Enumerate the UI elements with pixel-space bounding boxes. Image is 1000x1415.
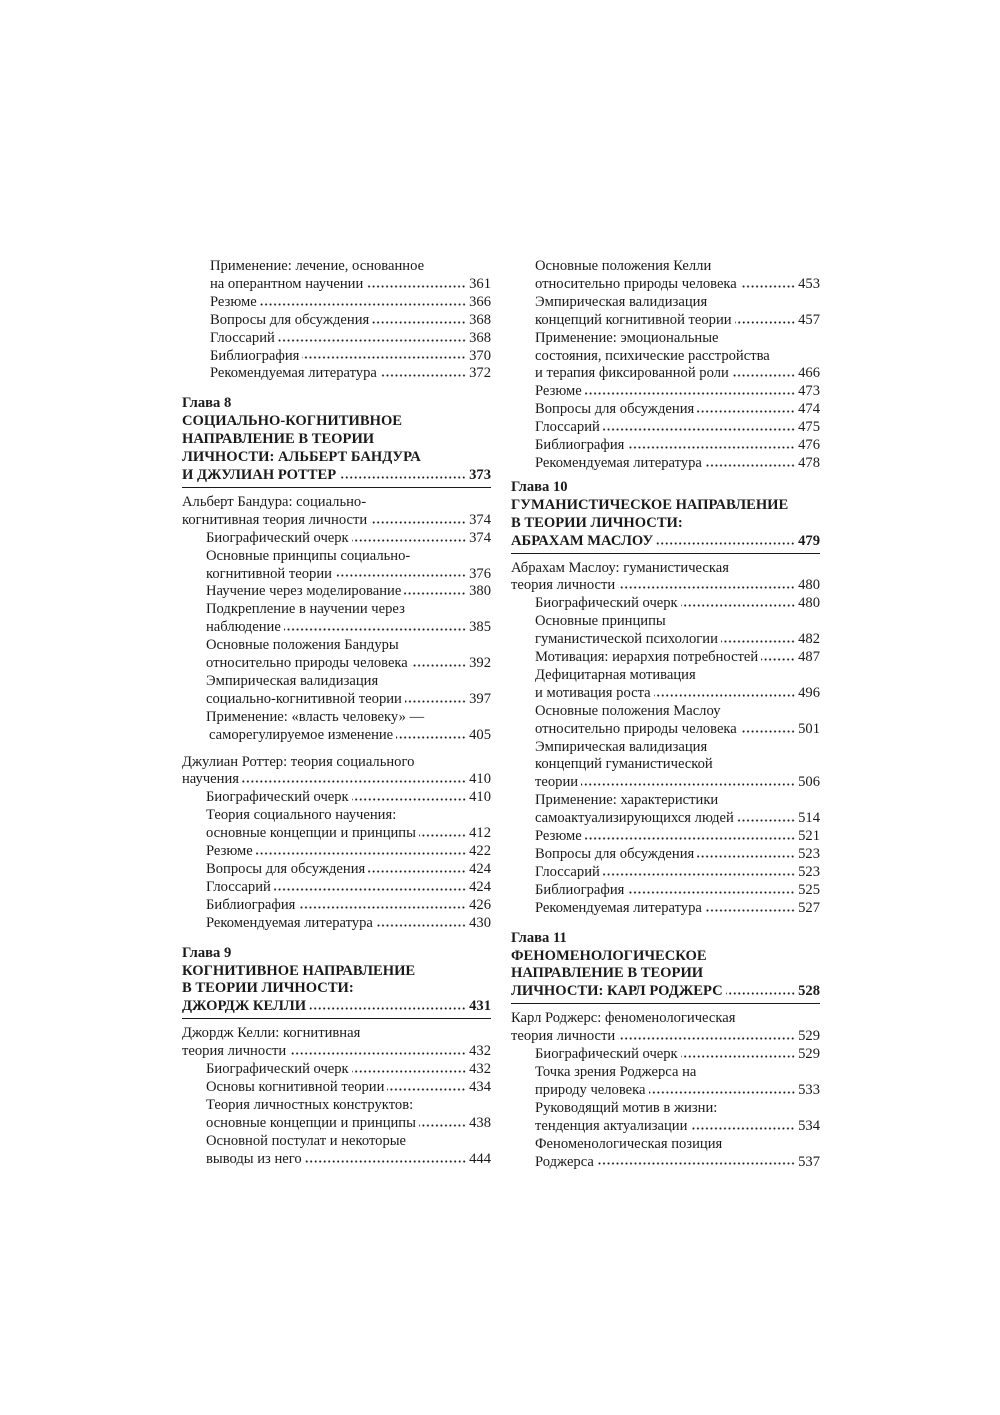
toc-entry-page: 424 [469,878,491,895]
toc-entry-line: состояния, психические расстройства [535,347,770,364]
toc-entry-line: Абрахам Маслоу: гуманистическая [511,559,729,576]
toc-left-column [182,258,491,1169]
toc-entry-title: социально-когнитивной теории [206,690,402,707]
dot-leader [627,890,795,895]
dot-leader [284,627,466,632]
chapter-page: 528 [798,983,820,1000]
toc-entry[interactable] [210,258,491,294]
toc-entry-line: Теория социального научения: [206,807,397,824]
toc-entry-title: выводы из него [206,1150,302,1167]
toc-entry-title: теория личности [182,1043,287,1060]
toc-entry-title: относительно природы человека [535,720,737,737]
toc-entry-line: Основные принципы социально- [206,547,411,564]
toc-entry-line: Джордж Келли: когнитивная [182,1025,361,1042]
toc-entry[interactable] [535,703,820,739]
toc-entry-page: 372 [469,365,491,382]
kelly-subsections [182,1061,491,1168]
dot-leader [352,797,466,802]
toc-entry-title: природу человека [535,1081,646,1098]
toc-entry-page: 376 [469,565,491,582]
toc-entry[interactable] [206,583,491,601]
chapter-title-line: НАПРАВЛЕНИЕ В ТЕОРИИ [182,431,375,448]
toc-entry-line: Основные принципы [535,613,666,630]
chapter-title-line: И ДЖУЛИАН РОТТЕР [182,466,337,483]
toc-entry-page: 374 [469,529,491,546]
toc-entry-page: 444 [469,1150,491,1167]
chapter-11 [511,930,820,1172]
toc-entry[interactable] [535,401,820,419]
toc-entry-title: Биографический очерк [535,595,678,612]
toc-entry-title: самоактуализирующихся людей [535,810,734,827]
toc-entry-line: Руководящий мотив в жизни: [535,1099,718,1116]
toc-entry[interactable] [535,739,820,793]
toc-entry-page: 506 [798,774,820,791]
dot-leader [740,284,795,289]
dot-leader [735,320,796,325]
toc-entry-page: 534 [798,1117,820,1134]
toc-entry[interactable] [206,861,491,879]
toc-entry[interactable] [535,258,820,294]
toc-entry[interactable] [206,1133,491,1169]
chapter-title-line: ЛИЧНОСТИ: КАРЛ РОДЖЕРС [511,983,723,1000]
toc-entry-title: Глоссарий [535,863,600,880]
toc-entry-title: Рекомендуемая литература [535,899,702,916]
toc-entry[interactable] [210,330,491,348]
toc-entry-line: Джулиан Роттер: теория социального [182,753,415,770]
dot-leader [352,1069,466,1074]
toc-entry-title: Резюме [535,828,582,845]
toc-entry-page: 432 [469,1061,491,1078]
toc-entry-page: 466 [798,365,820,382]
dot-leader [581,782,795,787]
dot-leader [396,735,466,740]
toc-entry[interactable] [535,882,820,900]
toc-entry-page: 457 [798,311,820,328]
chapter-title-line: АБРАХАМ МАСЛОУ [511,532,654,549]
toc-entry[interactable] [206,843,491,861]
dot-leader [681,1054,795,1059]
toc-entry[interactable] [206,709,491,745]
chapter-heading[interactable] [511,948,820,1005]
toc-entry-page: 525 [798,881,820,898]
toc-entry-page: 426 [469,896,491,913]
dot-leader [372,320,466,325]
toc-entry[interactable] [210,365,491,383]
chapter-heading[interactable] [182,413,491,488]
toc-entry-title: и терапия фиксированной роли [535,365,729,382]
toc-entry-line: Феноменологическая позиция [535,1135,723,1152]
toc-entry[interactable] [210,312,491,330]
toc-entry-page: 368 [469,329,491,346]
chapter-title-line: В ТЕОРИИ ЛИЧНОСТИ: [511,514,683,531]
toc-entry-page: 475 [798,419,820,436]
dot-leader [370,520,466,525]
toc-entry[interactable] [535,437,820,455]
toc-entry-page: 380 [469,583,491,600]
dot-leader [697,854,795,859]
toc-entry-line: Основные положения Маслоу [535,702,721,719]
toc-entry[interactable] [206,879,491,897]
dot-leader [260,302,466,307]
toc-entry-line: Применение: лечение, основанное [210,258,425,274]
dot-leader [387,1087,466,1092]
toc-entry-page: 478 [798,454,820,471]
dot-leader [603,872,795,877]
maslow-subsections [511,595,820,917]
dot-leader [278,338,466,343]
toc-entry[interactable] [535,1100,820,1136]
toc-entry[interactable] [535,792,820,828]
ch9-tail-group [511,258,820,473]
toc-entry-title: Научение через моделирование [206,583,402,600]
toc-entry-title: Вопросы для обсуждения [535,401,695,418]
toc-entry-page: 533 [798,1081,820,1098]
chapter-page: 479 [798,532,820,549]
toc-entry-page: 368 [469,311,491,328]
dot-leader [705,908,795,913]
toc-entry-title: Резюме [206,843,253,860]
toc-entry[interactable] [535,383,820,401]
toc-entry-title: относительно природы человека [206,655,408,672]
toc-entry[interactable] [535,1046,820,1064]
toc-entry-page: 496 [798,684,820,701]
dot-leader [309,1006,466,1011]
toc-entry-title: Библиография [535,437,625,454]
dot-leader [649,1090,796,1095]
toc-entry-page: 370 [469,347,491,364]
toc-entry-line: Дефицитарная мотивация [535,666,696,683]
toc-entry[interactable] [206,673,491,709]
toc-entry-page: 397 [469,690,491,707]
toc-entry-line: Применение: эмоциональные [535,329,719,346]
chapter-page: 373 [469,466,491,483]
dot-leader [352,538,466,543]
dot-leader [302,355,466,360]
toc-entry-title: теория личности [511,1028,616,1045]
dot-leader [419,833,466,838]
chapter-10 [511,479,820,918]
chapter-page: 431 [469,998,491,1015]
dot-leader [697,409,795,414]
toc-entry-title: Библиография [210,347,300,364]
toc-entry-page: 474 [798,401,820,418]
dot-leader [368,869,466,874]
toc-entry[interactable] [206,1061,491,1079]
toc-entry-title: Биографический очерк [206,1061,349,1078]
chapter-title-line: КОГНИТИВНОЕ НАПРАВЛЕНИЕ [182,962,416,979]
toc-entry[interactable] [206,807,491,843]
toc-entry-page: 501 [798,720,820,737]
toc-entry-page: 527 [798,899,820,916]
dot-leader [305,1159,466,1164]
chapter-title-line: В ТЕОРИИ ЛИЧНОСТИ: [182,980,354,997]
toc-entry[interactable] [535,294,820,330]
toc-entry[interactable] [206,637,491,673]
toc-entry-page: 453 [798,275,820,292]
toc-entry-line: Основные положения Келли [535,258,712,274]
ch7-tail-group [182,258,491,383]
toc-entry-page: 412 [469,825,491,842]
toc-entry[interactable] [535,667,820,703]
toc-entry-title: Биографический очерк [206,789,349,806]
toc-entry-page: 434 [469,1078,491,1095]
dot-leader [411,663,466,668]
toc-entry-title: Глоссарий [206,878,271,895]
toc-entry-page: 432 [469,1043,491,1060]
toc-entry-line: Альберт Бандура: социально- [182,493,367,510]
toc-entry-line: Основной постулат и некоторые [206,1132,407,1149]
dot-leader [740,729,795,734]
toc-entry[interactable] [511,1010,820,1046]
toc-entry[interactable] [206,530,491,548]
toc-entry-title: Вопросы для обсуждения [206,861,366,877]
dot-leader [656,541,795,546]
toc-entry-line: Применение: характеристики [535,792,719,809]
chapter-label: Глава 9 [182,944,232,961]
toc-entry[interactable] [206,1097,491,1133]
dot-leader [366,284,466,289]
chapter-title-line: ДЖОРДЖ КЕЛЛИ [182,998,307,1015]
toc-entry-page: 410 [469,789,491,806]
dot-leader [405,699,466,704]
toc-entry-title: научения [182,771,239,788]
toc-entry[interactable] [535,613,820,649]
toc-entry-page: 521 [798,828,820,845]
toc-entry[interactable] [535,649,820,667]
toc-entry-title: основные концепции и принципы [206,1114,416,1131]
toc-right-column [511,258,820,1171]
toc-entry[interactable] [535,864,820,882]
toc-entry-page: 476 [798,437,820,454]
toc-entry-title: гуманистической психологии [535,631,718,648]
toc-entry-title: когнитивная теория личности [182,511,368,528]
toc-entry[interactable] [206,897,491,915]
toc-entry-page: 482 [798,631,820,648]
chapter-title-line: СОЦИАЛЬНО-КОГНИТИВНОЕ [182,413,403,430]
toc-entry-page: 523 [798,863,820,880]
toc-entry-line: Подкрепление в научении через [206,601,405,618]
toc-entry-title: Основы когнитивной теории [206,1078,385,1095]
dot-leader [732,373,795,378]
toc-entry[interactable] [535,595,820,613]
toc-entry-page: 473 [798,383,820,400]
toc-entry[interactable] [535,330,820,384]
dot-leader [380,373,466,378]
toc-entry-title: Библиография [535,881,625,898]
toc-entry-page: 529 [798,1028,820,1045]
toc-entry[interactable] [206,601,491,637]
chapter-heading[interactable] [511,497,820,554]
dot-leader [339,475,466,480]
toc-entry-page: 385 [469,619,491,636]
toc-entry-title: тенденция актуализации [535,1117,688,1134]
chapter-heading[interactable] [182,963,491,1020]
toc-entry[interactable] [182,494,491,530]
toc-entry[interactable] [210,348,491,366]
toc-entry-page: 523 [798,846,820,862]
dot-leader [376,923,466,928]
toc-entry-line: Эмпирическая валидизация [535,738,708,755]
chapter-title-line: ГУМАНИСТИЧЕСКОЕ НАПРАВЛЕНИЕ [511,496,789,513]
toc-entry-line: Применение: «власть человеку» — [206,708,425,725]
toc-entry-title: и мотивация роста [535,684,651,701]
toc-entry-page: 366 [469,293,491,310]
toc-entry-page: 514 [798,810,820,827]
chapter-title-line: ЛИЧНОСТИ: АЛЬБЕРТ БАНДУРА [182,449,421,466]
toc-entry-title: Мотивация: иерархия потребностей [535,649,759,666]
toc-entry[interactable] [535,1136,820,1172]
dot-leader [298,905,466,910]
toc-entry[interactable] [210,294,491,312]
dot-leader [726,991,796,996]
chapter-title-line: НАПРАВЛЕНИЕ В ТЕОРИИ [511,965,704,982]
toc-entry-line: Эмпирическая валидизация [535,293,708,310]
toc-entry[interactable] [535,828,820,846]
toc-entry-page: 424 [469,861,491,877]
toc-entry-title: Глоссарий [535,419,600,436]
dot-leader [690,1126,795,1131]
toc-entry-title: саморегулируемое изменение [209,726,394,743]
chapter-8 [182,395,491,932]
toc-entry[interactable] [535,846,820,864]
toc-entry-page: 480 [798,595,820,612]
toc-entry-title: относительно природы человека [535,275,737,292]
toc-entry-title: Вопросы для обсуждения [535,846,695,862]
toc-entry-title: на оперантном научении [210,275,364,292]
toc-entry-title: Глоссарий [210,329,275,346]
toc-entry[interactable] [511,560,820,596]
dot-leader [618,1036,795,1041]
dot-leader [585,836,795,841]
dot-leader [335,573,466,578]
dot-leader [256,851,466,856]
dot-leader [597,1161,795,1166]
toc-entry-title: Резюме [535,383,582,400]
toc-entry-page: 438 [469,1114,491,1131]
dot-leader [618,585,795,590]
toc-entry[interactable] [535,455,820,473]
dot-leader [419,1123,466,1128]
rogers-subsections [511,1046,820,1171]
toc-entry-title: теории [535,774,579,791]
toc-entry-page: 405 [469,726,491,743]
toc-entry[interactable] [206,548,491,584]
toc-entry-page: 361 [469,275,491,292]
toc-entry[interactable] [535,900,820,918]
dot-leader [289,1051,466,1056]
chapter-9 [182,945,491,1169]
chapter-label: Глава 8 [182,395,232,412]
toc-entry-title: Библиография [206,896,296,913]
toc-entry-page: 487 [798,649,820,666]
toc-entry-line: Точка зрения Роджерса на [535,1063,697,1080]
dot-leader [737,818,795,823]
toc-entry-title: Резюме [210,293,257,310]
toc-entry[interactable] [206,1079,491,1097]
toc-entry-title: Рекомендуемая литература [210,365,377,382]
toc-entry-line: Теория личностных конструктов: [206,1096,414,1113]
dot-leader [242,779,466,784]
toc-entry-title: Рекомендуемая литература [535,454,702,471]
toc-entry-line: Основные положения Бандуры [206,637,399,654]
dot-leader [627,445,795,450]
dot-leader [404,591,466,596]
toc-entry-page: 529 [798,1046,820,1063]
toc-entry-title: наблюдение [206,619,281,636]
dot-leader [681,603,795,608]
toc-entry[interactable] [206,915,491,933]
toc-entry-title: Биографический очерк [535,1046,678,1063]
chapter-label: Глава 11 [511,929,567,946]
toc-entry-title: Рекомендуемая литература [206,914,373,931]
dot-leader [721,639,795,644]
toc-entry[interactable] [206,789,491,807]
toc-entry-page: 374 [469,511,491,528]
dot-leader [274,887,466,892]
toc-entry[interactable] [182,754,491,790]
toc-entry-line: Карл Роджерс: феноменологическая [511,1010,736,1027]
dot-leader [654,693,795,698]
toc-entry-title: основные концепции и принципы [206,825,416,842]
dot-leader [585,391,795,396]
toc-entry-title: концепций когнитивной теории [535,311,732,328]
rotter-subsections [182,789,491,932]
dot-leader [761,657,795,662]
toc-entry-page: 480 [798,577,820,594]
toc-entry-title: когнитивной теории [206,565,332,582]
toc-entry-title: Вопросы для обсуждения [210,311,370,328]
toc-entry-page: 392 [469,655,491,672]
dot-leader [705,463,795,468]
toc-entry[interactable] [535,1064,820,1100]
toc-entry-title: Роджерса [535,1153,594,1170]
toc-entry-page: 430 [469,914,491,931]
toc-entry-line: Эмпирическая валидизация [206,672,379,689]
toc-entry[interactable] [182,1025,491,1061]
toc-entry-title: Биографический очерк [206,529,349,546]
toc-entry-page: 537 [798,1153,820,1170]
toc-entry-page: 422 [469,843,491,860]
chapter-title-line: ФЕНОМЕНОЛОГИЧЕСКОЕ [511,947,707,964]
bandura-subsections [182,530,491,745]
dot-leader [603,427,795,432]
toc-entry-title: теория личности [511,577,616,594]
chapter-label: Глава 10 [511,478,568,495]
toc-entry-page: 410 [469,771,491,788]
toc-entry[interactable] [535,419,820,437]
toc-entry-line: концепций гуманистической [535,756,713,773]
